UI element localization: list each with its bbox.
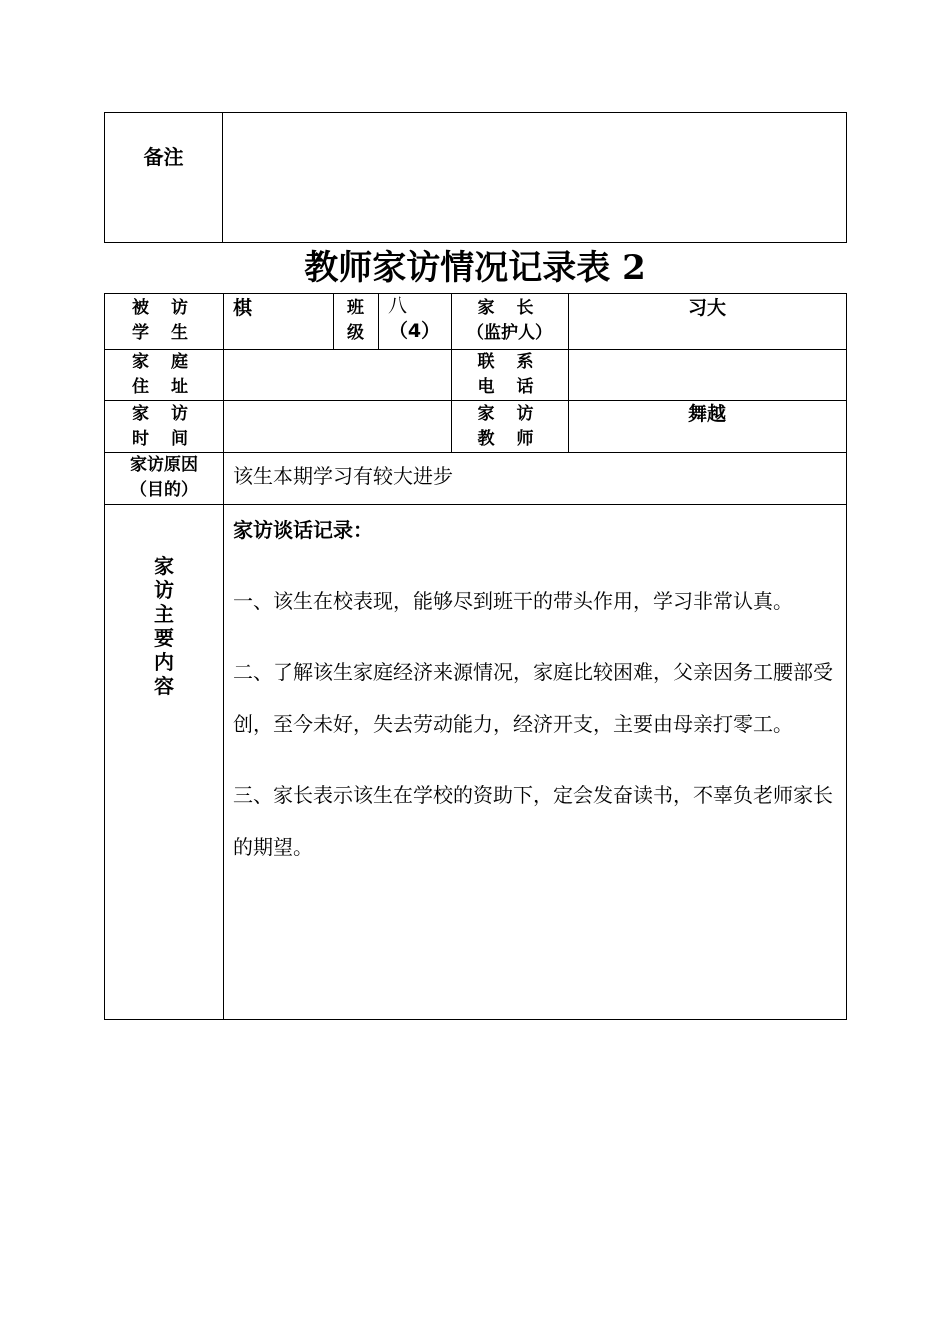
page-title: 教师家访情况记录表 2 <box>304 248 646 288</box>
student-name: 棋 <box>233 297 253 319</box>
record-paragraph: 一、该生在校表现，能够尽到班干的带头作用，学习非常认真。 <box>233 589 793 613</box>
phone-label: 联 系 电 话 <box>477 352 542 397</box>
address-label: 家 庭 住 址 <box>132 352 196 397</box>
record-heading: 家访谈话记录： <box>233 518 373 542</box>
visit-teacher-name: 舞越 <box>687 403 726 425</box>
remark-table <box>104 112 847 243</box>
student-label: 被 访 学 生 <box>132 298 196 343</box>
reason-value: 该生本期学习有较大进步 <box>233 464 453 488</box>
record-table <box>104 293 847 1020</box>
record-paragraph: 二、了解该生家庭经济来源情况，家庭比较困难，父亲因务工腰部受创，至今未好，失去劳动能力，经济开支，主要由母亲打零工。 <box>233 660 833 736</box>
visit-record <box>233 504 843 892</box>
visit-time-label: 家 访 时 间 <box>132 404 196 449</box>
visit-teacher-label: 家 访 教 师 <box>477 404 542 449</box>
parent-name: 习大 <box>687 297 726 319</box>
reason-label: 家访原因 （目的） <box>130 455 198 500</box>
parent-label: 家 长 （监护人） <box>467 298 552 343</box>
remark-label: 备注 <box>105 113 223 242</box>
content-label: 家 访 主 要 内 容 <box>154 554 174 698</box>
class-value: 八 （4） <box>388 295 441 342</box>
record-paragraph: 三、家长表示该生在学校的资助下，定会发奋读书，不辜负老师家长的期望。 <box>233 783 833 859</box>
class-label: 班 级 <box>347 298 364 343</box>
